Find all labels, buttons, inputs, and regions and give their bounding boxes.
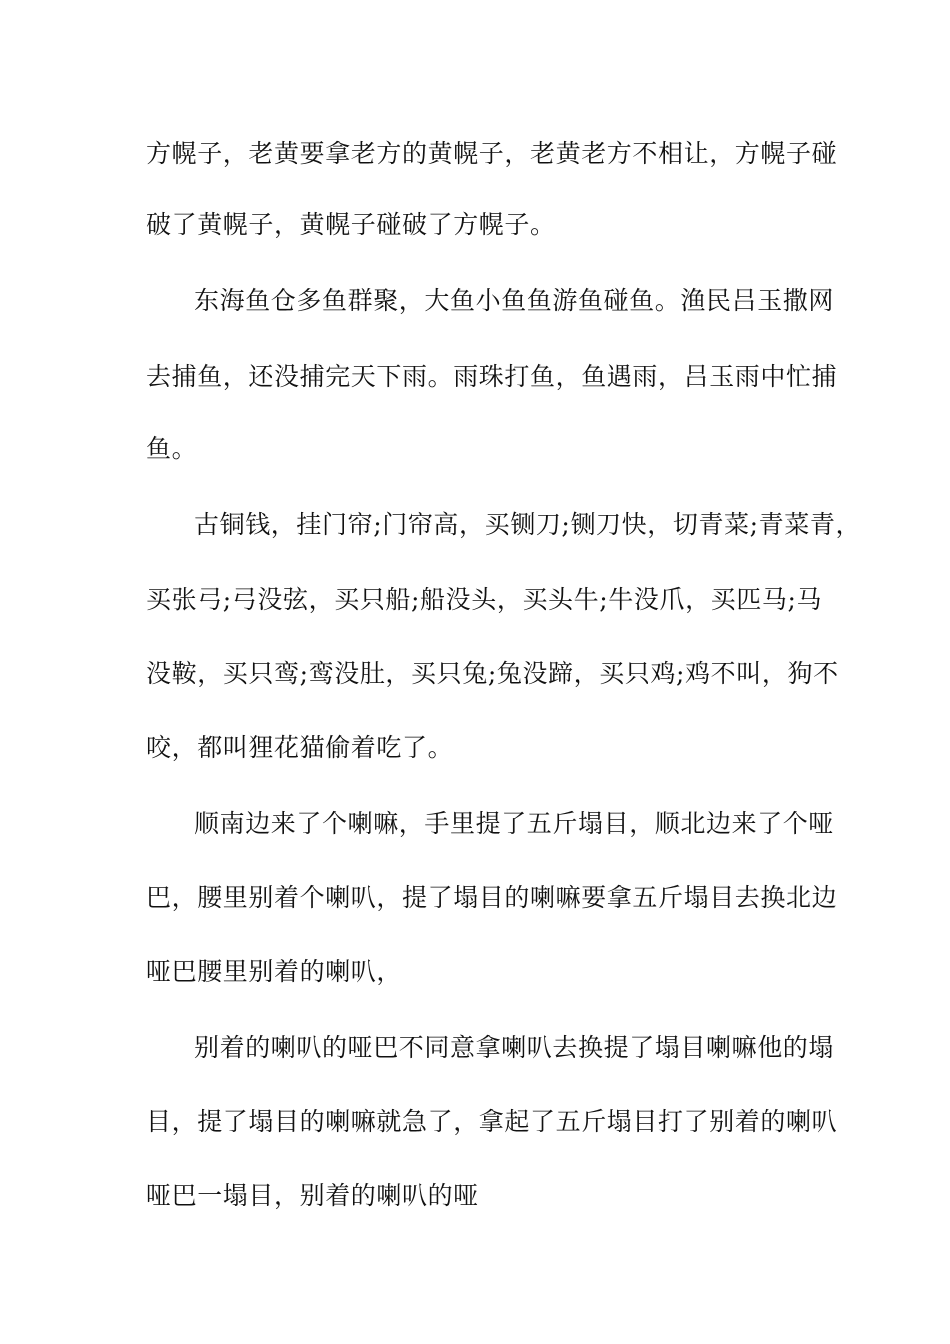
text-line: 方幌子，老黄要拿老方的黄幌子，老黄老方不相让，方幌子碰 bbox=[146, 139, 838, 168]
paragraph-line: 顺南边来了个喇嘛，手里提了五斤塌目，顺北边来了个哑 bbox=[194, 809, 835, 838]
text-line: 巴，腰里别着个喇叭，提了塌目的喇嘛要拿五斤塌目去换北边 bbox=[146, 883, 838, 912]
paragraph-line: 古铜钱，挂门帘;门帘高，买铡刀;铡刀快，切青菜;青菜青， bbox=[194, 510, 862, 539]
text-line: 咬，都叫狸花猫偷着吃了。 bbox=[146, 733, 454, 762]
text-line: 买张弓;弓没弦，买只船;船没头，买头牛;牛没爪，买匹马;马 bbox=[146, 585, 823, 614]
text-line: 哑巴腰里别着的喇叭， bbox=[146, 957, 403, 986]
text-line: 破了黄幌子，黄幌子碰破了方幌子。 bbox=[146, 210, 556, 239]
text-line: 目，提了塌目的喇嘛就急了，拿起了五斤塌目打了别着的喇叭 bbox=[146, 1107, 838, 1136]
text-line: 哑巴一塌目，别着的喇叭的哑 bbox=[146, 1181, 479, 1210]
text-line: 鱼。 bbox=[146, 434, 198, 463]
paragraph-line: 别着的喇叭的哑巴不同意拿喇叭去换提了塌目喇嘛他的塌 bbox=[194, 1033, 835, 1062]
text-line: 去捕鱼，还没捕完天下雨。雨珠打鱼，鱼遇雨，吕玉雨中忙捕 bbox=[146, 362, 838, 391]
text-line: 没鞍，买只鸾;鸾没肚，买只兔;兔没蹄，买只鸡;鸡不叫，狗不 bbox=[146, 659, 839, 688]
paragraph-line: 东海鱼仓多鱼群聚，大鱼小鱼鱼游鱼碰鱼。渔民吕玉撒网 bbox=[194, 286, 835, 315]
